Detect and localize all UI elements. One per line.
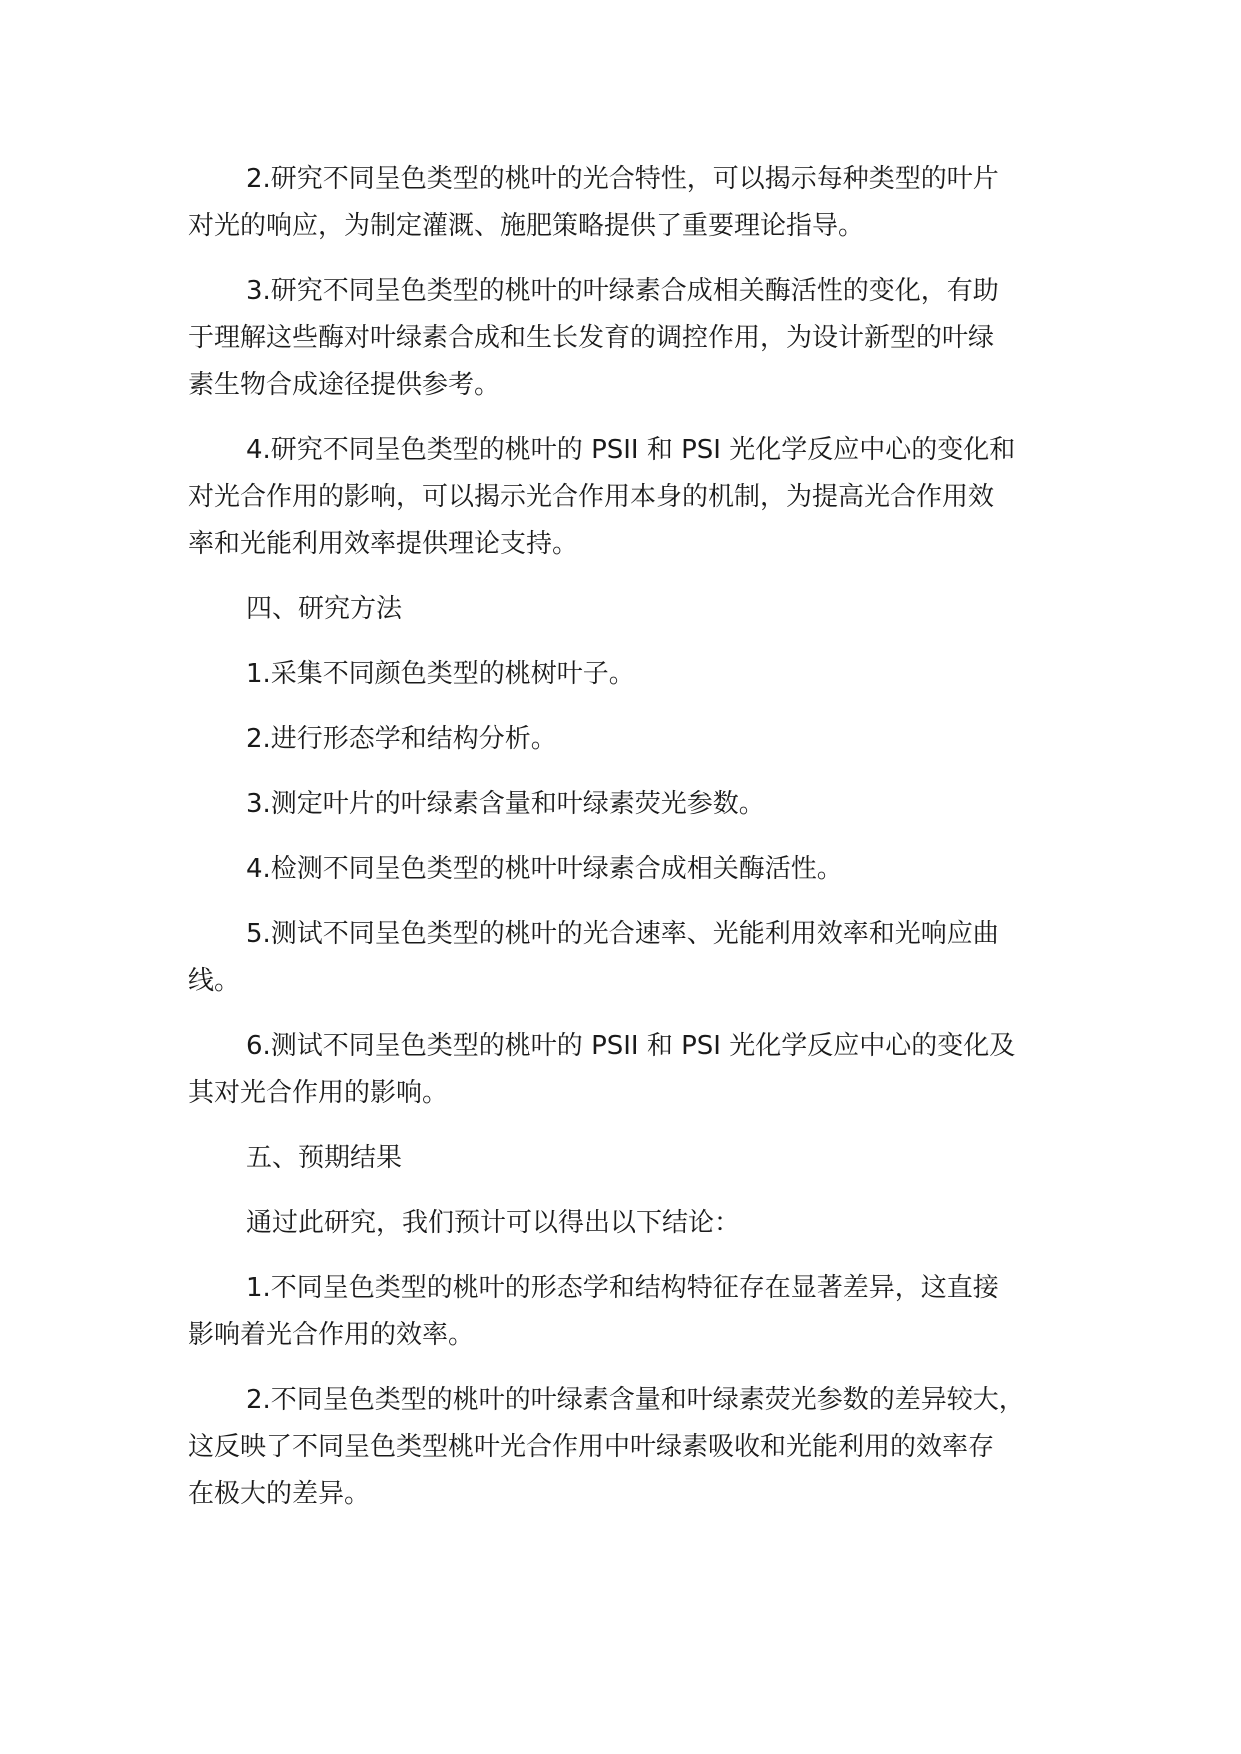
paragraph-line: 线。 [188, 966, 241, 996]
section-heading-expected-results: 五、预期结果 [246, 1143, 403, 1173]
paragraph-line: 素生物合成途径提供参考。 [188, 370, 501, 400]
result-item-2 [188, 1377, 1088, 1518]
document-body [188, 156, 1088, 1536]
paragraph-line: 对光合作用的影响，可以揭示光合作用本身的机制，为提高光合作用效 [188, 482, 995, 512]
paragraph-line: 5.测试不同呈色类型的桃叶的光合速率、光能利用效率和光响应曲 [246, 919, 999, 949]
paragraph-line: 4.研究不同呈色类型的桃叶的 PSII 和 PSI 光化学反应中心的变化和 [246, 435, 1016, 465]
paragraph-objective-2 [188, 156, 1088, 250]
method-item-3: 3.测定叶片的叶绿素含量和叶绿素荧光参数。 [246, 789, 765, 819]
paragraph-objective-3 [188, 268, 1088, 409]
paragraph-line: 其对光合作用的影响。 [188, 1078, 449, 1108]
paragraph-line: 1.不同呈色类型的桃叶的形态学和结构特征存在显著差异，这直接 [246, 1273, 999, 1303]
paragraph-line: 对光的响应，为制定灌溉、施肥策略提供了重要理论指导。 [188, 211, 865, 241]
method-item-6 [188, 1023, 1088, 1117]
method-item-5 [188, 911, 1088, 1005]
paragraph-line: 这反映了不同呈色类型桃叶光合作用中叶绿素吸收和光能利用的效率存 [188, 1432, 995, 1462]
paragraph-line: 2.研究不同呈色类型的桃叶的光合特性，可以揭示每种类型的叶片 [246, 164, 999, 194]
paragraph-line: 率和光能利用效率提供理论支持。 [188, 529, 579, 559]
method-item-4: 4.检测不同呈色类型的桃叶叶绿素合成相关酶活性。 [246, 854, 843, 884]
paragraph-line: 于理解这些酶对叶绿素合成和生长发育的调控作用，为设计新型的叶绿 [188, 323, 995, 353]
paragraph-line: 在极大的差异。 [188, 1479, 371, 1509]
method-item-1: 1.采集不同颜色类型的桃树叶子。 [246, 659, 635, 689]
paragraph-line: 6.测试不同呈色类型的桃叶的 PSII 和 PSI 光化学反应中心的变化及 [246, 1031, 1016, 1061]
paragraph-objective-4 [188, 427, 1088, 568]
result-item-1 [188, 1265, 1088, 1359]
paragraph-line: 3.研究不同呈色类型的桃叶的叶绿素合成相关酶活性的变化，有助 [246, 276, 999, 306]
results-intro: 通过此研究，我们预计可以得出以下结论： [246, 1208, 741, 1238]
paragraph-line: 2.不同呈色类型的桃叶的叶绿素含量和叶绿素荧光参数的差异较大， [246, 1385, 1025, 1415]
method-item-2: 2.进行形态学和结构分析。 [246, 724, 557, 754]
section-heading-methods: 四、研究方法 [246, 594, 403, 624]
paragraph-line: 影响着光合作用的效率。 [188, 1320, 475, 1350]
